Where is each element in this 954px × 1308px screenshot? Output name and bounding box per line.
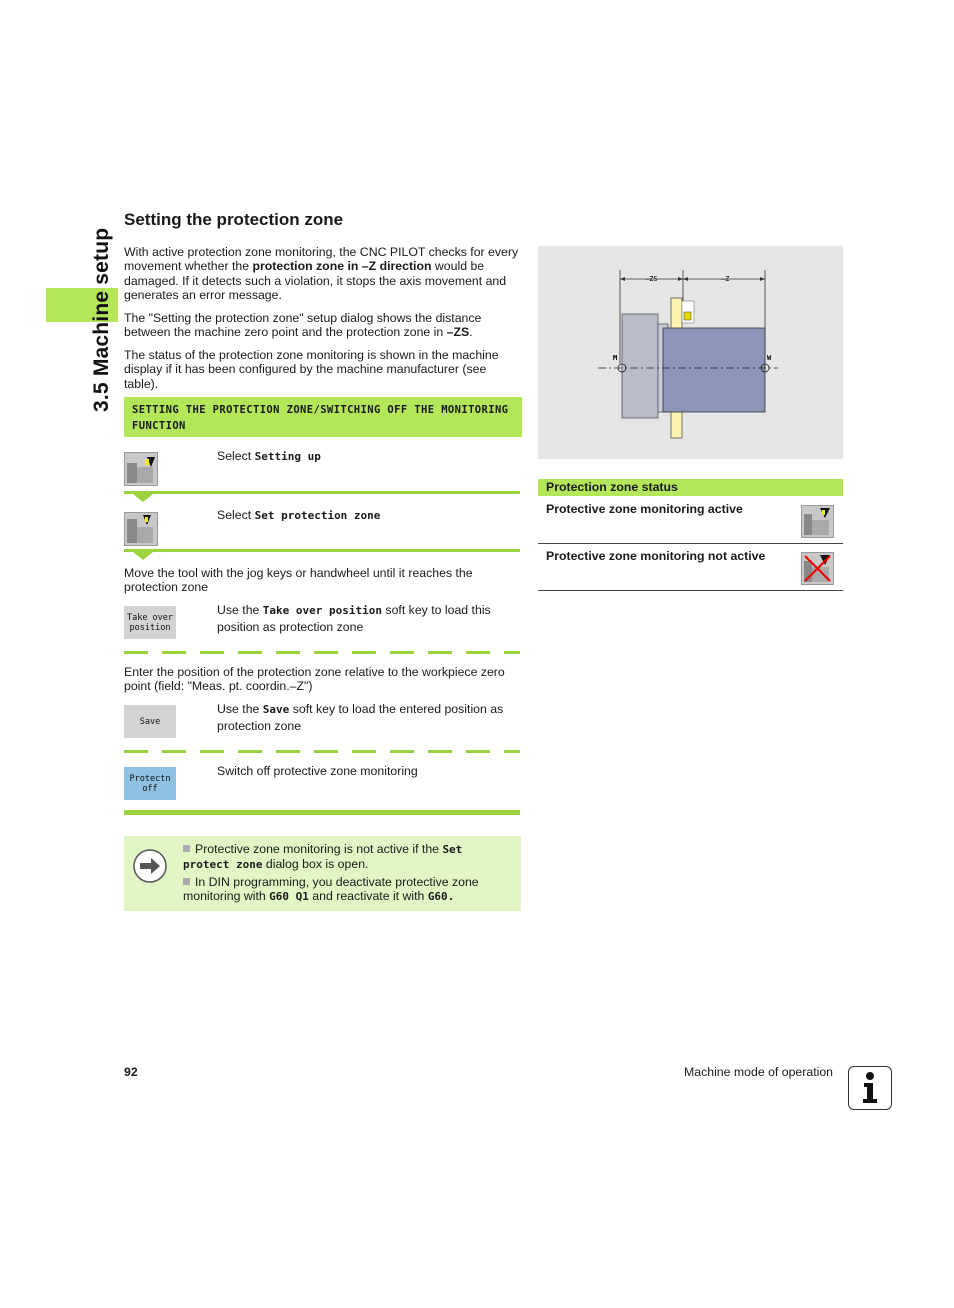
note-box <box>124 836 521 911</box>
note-item-2: In DIN programming, you deactivate protective zone monitoring with G60 Q1 and reactivate it with G60. <box>183 875 479 903</box>
step-divider <box>124 491 520 494</box>
status-row-active: Protective zone monitoring active <box>538 496 843 544</box>
save-softkey[interactable]: Save <box>124 705 176 738</box>
chapter-footer: Machine mode of operation <box>684 1065 834 1079</box>
section-heading: Setting the protection zone <box>124 210 344 229</box>
label-zs: –ZS <box>645 275 658 283</box>
zone-active-icon <box>801 505 834 538</box>
bullet-icon <box>183 845 190 852</box>
lathe-diagram <box>538 246 843 459</box>
step-take-over-position: Use the Take over position soft key to load this position as protection zone <box>217 603 491 634</box>
take-over-position-softkey[interactable]: Take over position <box>124 606 176 639</box>
step-arrow-icon <box>133 494 153 502</box>
paragraph-2: The "Setting the protection zone" setup dialog shows the distance between the machine zero point and the protection zone in –ZS. <box>124 311 482 340</box>
bullet-icon <box>183 878 190 885</box>
step-select-set-protection-zone: Select Set protection zone <box>217 508 381 522</box>
label-m: M <box>613 354 618 362</box>
info-icon <box>848 1066 892 1110</box>
note-item-1: Protective zone monitoring is not active if the Set protect zone dialog box is open. <box>183 842 463 871</box>
zone-not-active-icon <box>801 552 834 585</box>
arrow-right-icon <box>132 848 168 884</box>
step-select-setting-up: Select Setting up <box>217 449 321 463</box>
function-bar: SETTING THE PROTECTION ZONE/SWITCHING OFF THE MONITORING FUNCTION <box>124 397 522 437</box>
protectn-off-softkey[interactable]: Protectn off <box>124 767 176 800</box>
or-divider <box>124 750 520 753</box>
paragraph-3: The status of the protection zone monitoring is shown in the machine display if it has been configured by the machine manufacturer (see table). <box>124 348 499 391</box>
protection-zone-figure <box>538 246 843 459</box>
side-chapter-title: 3.5 Machine setup <box>90 227 113 412</box>
status-row-not-active: Protective zone monitoring not active <box>538 543 843 591</box>
status-table-header: Protection zone status <box>538 479 843 496</box>
label-w: W <box>767 354 772 362</box>
enter-position-text: Enter the position of the protection zone relative to the workpiece zero point (field: "Meas. pt. coordin.–Z") <box>124 665 505 694</box>
setting-up-icon[interactable] <box>124 452 158 486</box>
end-bar <box>124 810 520 815</box>
step-switch-off: Switch off protective zone monitoring <box>217 764 418 778</box>
label-z: –Z <box>721 275 730 283</box>
step-divider <box>124 549 520 552</box>
set-protection-zone-icon[interactable] <box>124 512 158 546</box>
paragraph-1: With active protection zone monitoring, the CNC PILOT checks for every movement whether the protection zone in –Z direction would be damaged. If it detects such a violation, it stops the axis movement and generates an error message. <box>124 245 519 303</box>
or-divider <box>124 651 520 654</box>
step-arrow-icon <box>133 552 153 560</box>
page-number: 92 <box>124 1065 138 1079</box>
step-save: Use the Save soft key to load the entered position as protection zone <box>217 702 504 733</box>
move-tool-text: Move the tool with the jog keys or handwheel until it reaches the protection zone <box>124 566 473 595</box>
